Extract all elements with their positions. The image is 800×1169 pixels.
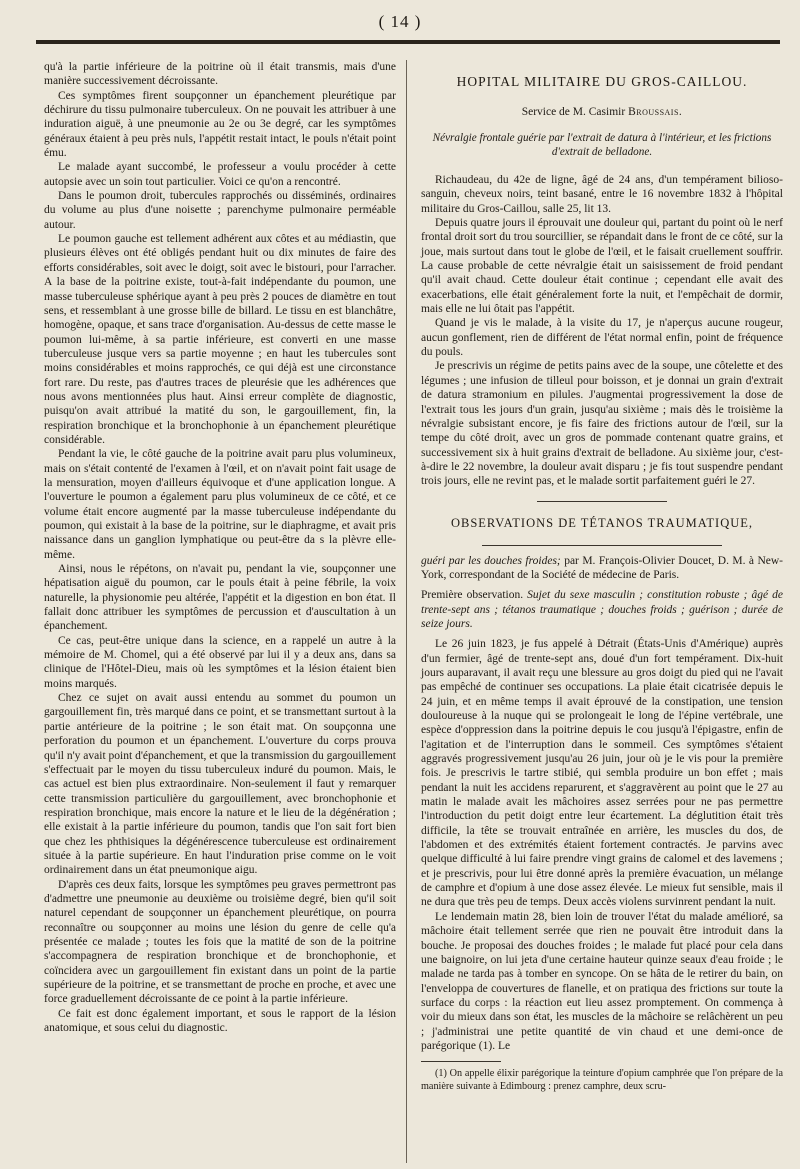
observation-paragraph: Le lendemain matin 28, bien loin de trouver l'état du malade amélioré, sa mâchoire était tellement serrée que rien ne pouvait être introduit dans la bouche. Je proposai des douches froides ; le malade fut placé pour cela dans une baignoire, on lui jeta d'une certaine hauteur quinze seaux d'eau froide ; le malade ne tarda pas à tomber en syncope. On se hâta de le retirer du bain, on l'enveloppa de couvertures de flanelle, et on pratiqua des frictions sur toute la surface du corps : la réaction eut lieu assez promptement. On commença à voir du mieux dans son état, les muscles de la mâchoire se relâchèrent un peu ; j'administrai une petite quantité de vin chaud et une demi-once de parégorique (1). Le [421,910,783,1052]
left-paragraph: Pendant la vie, le côté gauche de la poitrine avait paru plus volumineux, mais on s'était contenté de l'examen à l'œil, et on n'avait point fait usage de la mensuration, moyen d'ailleurs équivoque et d'une application longue. A l'ouverture le poumon a également paru plus volumineux de ce côté, et ce volume était encore augmenté par la masse tuberculeuse indépendante du poumon, qui existait à la base de la poitrine, sur le diaphragme, et avait pris naissance dans un ganglion lymphatique ou peut-être da s la plèvre elle-même. [44,448,396,561]
section-heading: HOPITAL MILITAIRE DU GROS-CAILLOU. [456,74,748,89]
heading-underline [482,545,722,546]
left-paragraph: Dans le poumon droit, tubercules rapprochés ou disséminés, ordinaires du volume au plus d'une noisette ; parenchyme pulmonaire perméable autour. [44,190,396,231]
service-line [421,106,783,118]
first-observation-summary [421,588,783,631]
left-paragraph: Ainsi, nous le répétons, on n'avait pu, pendant la vie, soupçonner une hépatisation aiguë du poumon, car le pouls était à peine fébrile, la voix naturelle, la physionomie peu altérée, l'appétit et la digestion en bon état. Il fallait donc attribuer les symptômes de percussion et d'auscultation à un épanchement. [44,563,396,633]
observation-paragraph: Le 26 juin 1823, je fus appelé à Détrait (États-Unis d'Amérique) auprès d'un fermier, âgé de trente-sept ans, doué d'un fort tempérament. Dix-huit jours auparavant, il avait reçu une blessure au gros doigt du pied qui ne l'avait pas empêché de continuer ses occupations. La plaie était cicatrisée depuis le 24 juin, et en même temps il avait éprouvé de la constipation, une tension douloureuse à la nuque qui se prolongeait le long de l'épine vertébrale, une espèce d'oppression dans la poitrine depuis le cou jusqu'à l'épigastre, enfin de l'agitation et de l'interruption dans le sommeil. Ces symptômes s'étaient aggravés progressivement jusqu'au 26 juin, jour où je le vis pour la première fois. Je prescrivis le tartre stibié, qui sembla produire un bon effet ; mais pendant la nuit les accidens reparurent, et s'aggravèrent au point que le 27 au matin le malade avait les mâchoires assez serrées pour ne pas permettre l'introduction du petit doigt entre leur écartement. La déglutition était très difficile, la tête se trouvait entraînée en arrière, les muscles du dos, de l'abdomen et des extrémités étaient fortement contractés. Je parvins avec quelque difficulté à lui faire prendre vingt grains de calomel et des lavemens ; et je prescrivis, pour lui être donné après la première évacuation, un mélange de camphre et d'opium à une dose assez élevée. Le mieux fut sensible, mais il ne dura que très peu de temps. Deux accès violens survinrent pendant la nuit. [421,638,783,909]
left-paragraph: Le malade ayant succombé, le professeur a voulu procéder à cette autopsie avec un soin tout particulier. Voici ce qu'on a rencontré. [44,161,396,188]
page-number: ( 14 ) [378,12,422,31]
case-paragraph: Je prescrivis un régime de petits pains avec de la soupe, une côtelette et des légumes ; une infusion de tilleul pour boisson, et je donnai un grain d'extrait de datura stramonium en pilules. J'augmentai progressivement la dose de l'extrait tous les jours d'un grain, jusqu'au sixième ; mais dès le troisième la névralgie subsistant encore, je fis faire des frictions autour de l'œil, sur la tempe du côté droit, avec un gros de pommade contenant quatre grains, et successivement six à huit grains d'extrait de belladone. Au sixième jour, c'est-à-dire le 22 novembre, la douleur avait disparu ; je fis tout suspendre pendant trois jours, elle ne revint pas, et le malade sortit parfaitement guéri le 27. [421,360,783,488]
left-paragraph: Ce cas, peut-être unique dans la science, en a rappelé un autre à la mémoire de M. Chomel, qui a été observé par lui il y a deux ans, dans sa clinique de l'Hôtel-Dieu, mais où les symptômes et la lésion étaient bien moins marqués. [44,634,396,690]
right-column [406,60,783,1163]
two-column-body [44,60,784,1163]
left-paragraph: Ces symptômes firent soupçonner un épanchement pleurétique par déchirure du tissu pulmonaire tuberculeux. On ne pouvait les attribuer à une induration aiguë, à une pneumonie au 2e ou 3e degré, car les symptômes généraux étaient à peu près nuls, l'appétit restait intact, le pouls n'était point ému. [44,89,396,160]
observations-intro [421,554,783,583]
left-paragraph: Chez ce sujet on avait aussi entendu au sommet du poumon un gargouillement fin, très marqué dans ce point, et se transmettant surtout à la partie antérieure de la poitrine ; le son était mat. On soupçonna une perforation du poumon et un épanchement. L'ouverture du corps prouva qu'il n'y avait point d'épanchement, et que la transmission du gargouillement s'effectuait par le moyen du tissu tuberculeux induré du poumon. Mais, le cas actuel est bien plus extraordinaire. Non-seulement il faut y remarquer cette transmission particulière du gargouillement, avec bronchophonie et respiration bronchique, mais encore la nature et le lieu de la dégénération ; elle existait à la partie inférieure du poumon, tandis que l'on sait fort bien que chez les phthisiques la dégénérescence tuberculeuse est ordinairement située à la partie supérieure. En haut l'induration prise comme on le voit ordinairement dans un état pneumonique aigu. [44,692,396,877]
service-prefix: Service de M. Casimir [521,106,626,118]
header-rule [36,40,780,44]
observations-intro-author: par M. François-Olivier Doucet, D. M. à New-York, correspondant de la Société de médecine de Paris. [421,554,783,581]
section-divider [537,501,667,502]
left-paragraph: qu'à la partie inférieure de la poitrine où il était transmis, mais d'une manière successivement décroissante. [44,61,396,88]
case-paragraph: Richaudeau, du 42e de ligne, âgé de 24 ans, d'un tempérament bilioso-sanguin, cheveux noirs, teint basané, entre le 16 novembre 1832 à l'hôpital militaire du Gros-Caillou, salle 25, lit 13. [421,174,783,215]
footnote-divider [421,1061,501,1062]
left-paragraph: D'après ces deux faits, lorsque les symptômes peu graves permettront pas d'admettre une pneumonie au deuxième ou troisième degré, bien qu'il soit naturel cependant de soupçonner un épanchement pleurétique, on pourra reconnaître ou soupçonner au moins une lésion du genre de celle qu'a présentée ce malade ; toutes les fois que la matité de son de la poitrine s'accompagnera de respiration bronchique et de bronchophonie, et coïncidera avec un gargouillement fin existant dans un point de la partie supérieure de la poitrine, et se transmettant de proche en proche, et avec une force graduellement décroissante de ce point à la partie inférieure. [44,878,396,1006]
left-paragraph: Ce fait est donc également important, et sous le rapport de la lésion anatomique, et sous celui du diagnostic. [44,1007,396,1035]
observations-heading: OBSERVATIONS DE TÉTANOS TRAUMATIQUE, [450,515,754,530]
first-observation-details: Sujet du sexe masculin ; constitution robuste ; âgé de trente-sept ans ; tétanos traumatique ; douches froids ; guérison ; durée de seize jours. [421,589,783,630]
left-paragraph: Le poumon gauche est tellement adhérent aux côtes et au médiastin, que plusieurs élèves ont été obligés pendant huit ou dix minutes de faire des efforts considérables, soit avec le doigt, soit avec le bistouri, pour l'arracher. A la base de la poitrine existe, tout-à-fait indépendante du poumon, une masse tuberculeuse sphérique ayant à peu près 2 pouces de diamètre en tout sens, et ressemblant à une grosse bille de billard. Le tissu en est blanchâtre, homogène, opaque, et sans trace d'organisation. Au-dessus de cette masse le poumon lui-même, à sa partie inférieure, est converti en une masse tuberculeuse jusque vers sa partie moyenne ; en haut les tubercules sont moins considérables et moins rapprochés, ce qui déjà est une circonstance fort rare. Du reste, pas d'autres traces de pleurésie que les adhérences que nous avons mentionnées plus haut. Ainsi erreur complète de diagnostic, puisqu'on avait attribué la matité du son, le gargouillement, fin, la respiration bronchique et la bronchophonie à un épanchement pleurétique considérable. [44,233,396,446]
case-paragraph: Quand je vis le malade, à la visite du 17, je n'aperçus aucune rougeur, aucun gonflement, rien de différent de l'état normal enfin, point de fréquence du pouls. [421,317,783,359]
case-paragraph: Depuis quatre jours il éprouvait une douleur qui, partant du point où le nerf frontal droit sort du trou sourcillier, se répandait dans le front de ce côté, sur la joue, mais surtout dans tout le globe de l'œil, et le faisait cruellement souffrir. La cause probable de cette névralgie était un saisissement de froid pendant qu'il avait chaud. Cette douleur était continue ; cependant elle avait des exacerbations, elle était généralement forte la nuit, et l'empêchait de dormir, mais elle ne lui ôtait pas l'appétit. [421,217,783,316]
footnote: (1) On appelle élixir parégorique la teinture d'opium camphrée que l'on prépare de la manière suivante à Edimbourg : prenez camphre, deux scru- [421,1068,783,1092]
left-column [44,60,406,1163]
case-title: Névralgie frontale guérie par l'extrait de datura à l'intérieur, et les frictions d'extrait de belladone. [432,132,772,158]
first-observation-label: Première observation. [421,589,524,602]
observations-intro-italic: guéri par les douches froides; [421,554,561,567]
service-doctor-name: Broussais. [628,106,683,118]
